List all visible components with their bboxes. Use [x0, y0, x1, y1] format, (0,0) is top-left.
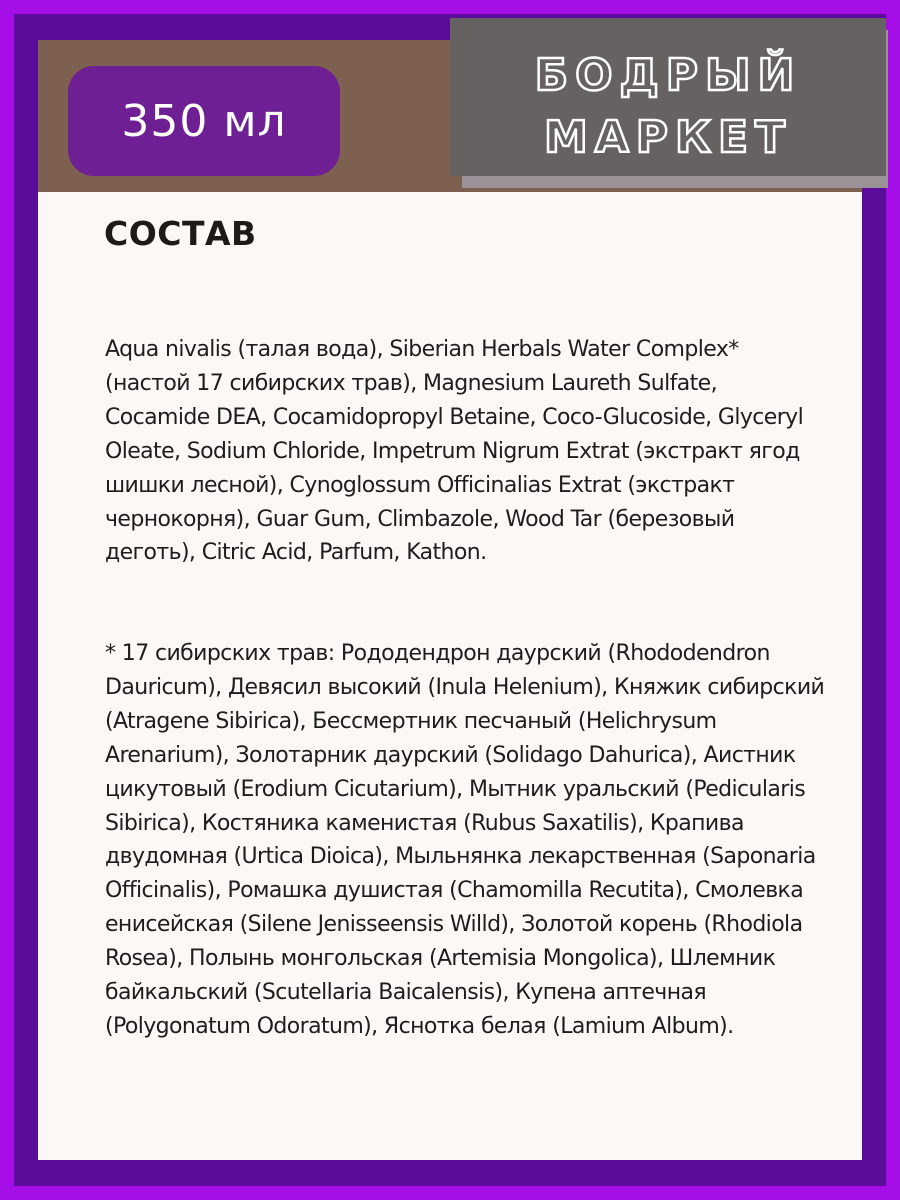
volume-badge — [68, 66, 340, 176]
volume-label: 350 мл — [121, 95, 287, 147]
brand-logo-line-1: БОДРЫЙ — [534, 50, 802, 101]
section-title: СОСТАВ — [104, 214, 257, 253]
brand-logo-line-2: МАРКЕТ — [543, 112, 793, 163]
ingredients-list: Aqua nivalis (талая вода), Siberian Herbals Water Complex* (настой 17 сибирских трав), Magnesium Laureth Sulfate, Cocamide DEA, Cocamidopropyl Betaine, Coco-Glucoside, Glyceryl Oleate, Sodium Chloride, Impetrum Nigrum Extrat (экстракт ягод шишки лесной), Cynoglossum Officinalias Extrat (экстракт чернокорня), Guar Gum, Climbazole, Wood Tar (березовый деготь), Citric Acid, Parfum, Kathon. — [105, 337, 804, 566]
herbs-footnote: * 17 сибирских трав: Рододендрон даурский (Rhododendron Dauricum), Девясил высокий (Inula Helenium), Княжик сибирский (Atragene Sibirica), Бессмертник песчаный (Helichrysum Arenarium), Золотарник даурский (Solidago Dahurica), Аистник цикутовый (Erodium Cicutarium), Мытник уральский (Pedicularis Sibirica), Костяника каменистая (Rubus Saxatilis), Крапива двудомная (Urtica Dioica), Мыльнянка лекарственная (Saponaria Officinalis), Ромашка душистая (Chamomilla Recutita), Смолевка енисейская (Silene Jenisseensis Willd), Золотой корень (Rhodiola Rosea), Полынь монгольская (Artemisia Mongolica), Шлемник байкальский (Scutellaria Baicalensis), Купена аптечная (Polygonatum Odoratum), Яснотка белая (Lamium Album). — [105, 641, 825, 1039]
brand-logo — [450, 18, 886, 176]
